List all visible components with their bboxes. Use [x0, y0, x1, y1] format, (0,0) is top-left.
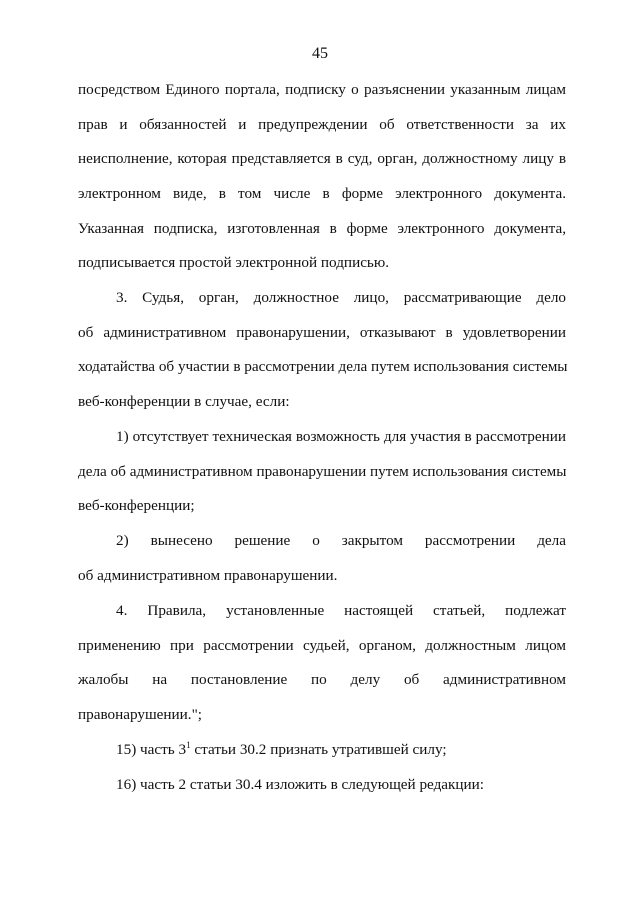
paragraph-item-15: [78, 740, 566, 775]
text-line: веб-конференции в случае, если:: [78, 393, 290, 411]
text-line: правонарушении.";: [78, 706, 203, 724]
text-line: 16) часть 2 статьи 30.4 изложить в следующей редакции:: [116, 776, 485, 793]
text-line: подписывается простой электронной подписью.: [78, 254, 390, 272]
text-line: применению при рассмотрении судьей, органом, должностным лицом: [78, 636, 566, 654]
text-line: неисполнение, которая представляется в суд, орган, должностному лицу в: [78, 150, 566, 168]
paragraph-subitem-1: [78, 427, 566, 531]
text-line: электронном виде, в том числе в форме электронного документа.: [78, 185, 566, 203]
text-line: 2) вынесено решение о закрытом рассмотрении дела: [116, 532, 566, 549]
text-line: Указанная подписка, изготовленная в форме электронного документа,: [78, 219, 566, 237]
text-line: 4. Правила, установленные настоящей статьей, подлежат: [116, 602, 566, 619]
superscript-1: 1: [186, 739, 191, 750]
text-line: 3. Судья, орган, должностное лицо, рассматривающие дело: [116, 289, 566, 306]
paragraph-subitem-2: [78, 531, 566, 600]
page-number: 45: [312, 45, 328, 62]
paragraph-item-4: [78, 601, 566, 740]
text-line: посредством Единого портала, подписку о разъяснении указанным лицам: [78, 81, 566, 98]
text-line: ходатайства об участии в рассмотрении дела путем использования системы: [78, 358, 568, 376]
text-line: [78, 740, 566, 775]
text-line: 1) отсутствует техническая возможность для участия в рассмотрении: [116, 428, 566, 445]
text-line: об административном правонарушении, отказывают в удовлетворении: [78, 323, 566, 341]
text-line: прав и обязанностей и предупреждении об ответственности за их: [78, 115, 566, 133]
item-15-suffix: статьи 30.2 признать утратившей силу;: [190, 741, 447, 758]
paragraph-item-3: [78, 288, 566, 427]
text-line: дела об административном правонарушении путем использования системы: [78, 462, 567, 480]
item-15-prefix: 15) часть 3: [116, 741, 187, 758]
paragraph-item-16: [78, 775, 566, 810]
text-line: об административном правонарушении.: [78, 566, 338, 584]
paragraph-continuation: [78, 80, 566, 288]
text-line: жалобы на постановление по делу об административном: [78, 671, 566, 689]
text-line: веб-конференции;: [78, 497, 195, 515]
